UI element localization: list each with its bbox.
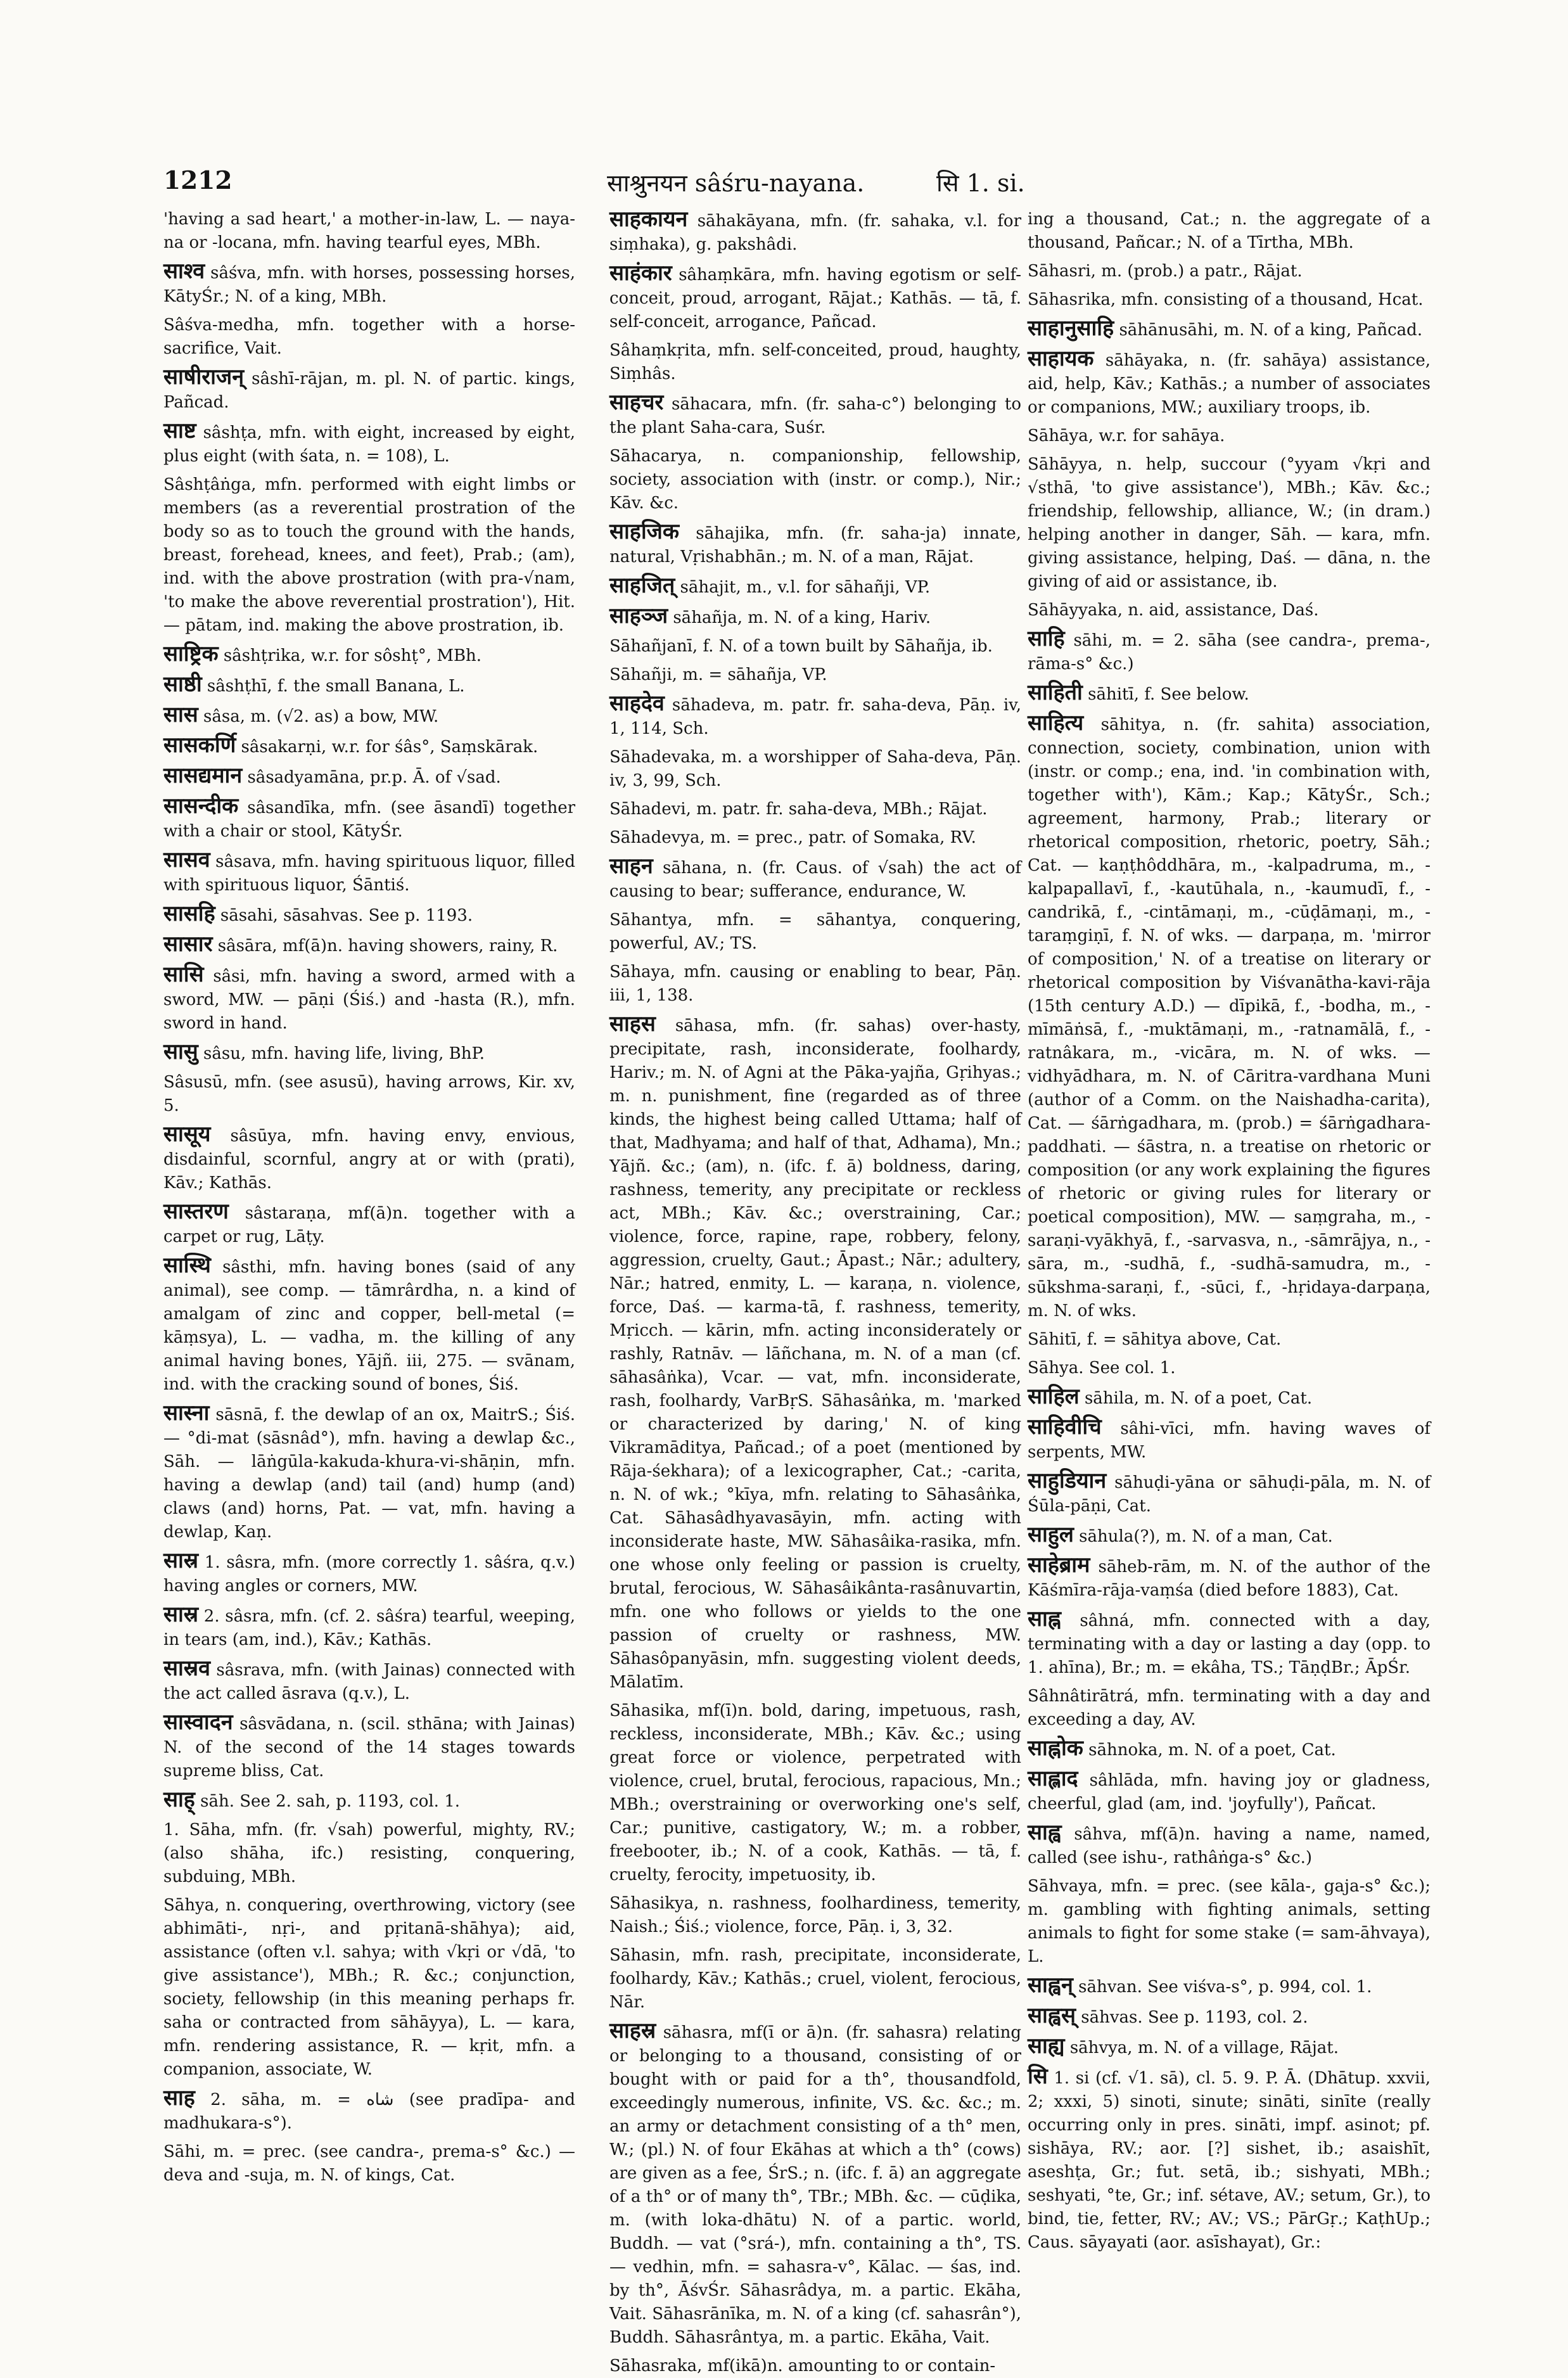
entry-text: Sāhasraka, mf(ikā)n. amounting to or contain- [609,2356,996,2375]
running-head-right: सि 1. si. [936,169,1025,197]
entry-headword: सासद्यमान [163,763,243,788]
entry-text: ing a thousand, Cat.; n. the aggregate of a thousand, Pañcar.; N. of a Tīrtha, MBh. [1028,210,1431,252]
dictionary-entry [609,1699,1021,1887]
dictionary-entry [163,260,575,309]
dictionary-entry [1028,1685,1431,1732]
entry-text: Sāhacarya, n. companionship, fellowship, society, association with (instr. or comp.), Nir.; Kāv. &c. [609,447,1021,513]
entry-text: sâshṭa, mfn. with eight, increased by eight, plus eight (with śata, n. = 108), L. [163,423,575,466]
entry-text: sâsa, m. (√2. as) a bow, MW. [203,707,439,726]
dictionary-entry [609,2019,1021,2349]
dictionary-entry [163,642,575,668]
dictionary-entry [1028,1523,1431,1549]
entry-text: Sāhañjanī, f. N. of a town built by Sāhañja, ib. [609,637,993,656]
entry-headword: साहिती [1028,680,1083,705]
dictionary-entry [163,1819,575,1889]
dictionary-entry [163,1788,575,1813]
entry-text: Sâshṭâṅga, mfn. performed with eight limbs or members (as a reverential prostration of the body so as to touch the ground with the hands, breast, forehead, knees, and feet), Prab.; (am), ind. with the above prostration (with pra-√nam, 'to make the above reverential prostration'), Hit. — pātam, ind. making the above prostration, ib. [163,475,575,635]
entry-headword: साहस्र [609,2018,656,2043]
entry-text: sāhacara, mfn. (fr. saha-c°) belonging to the plant Saha-cara, Suśr. [609,395,1021,437]
entry-text: Sâsusū, mfn. (see asusū), having arrows, Kir. xv, 5. [163,1073,575,1115]
entry-headword: साहन [609,853,653,879]
dictionary-entry [609,635,1021,658]
entry-text: Sāhya. See col. 1. [1028,1358,1176,1378]
dictionary-entry [1028,425,1431,448]
dictionary-entry [1028,1357,1431,1380]
dictionary-entry [163,1549,575,1598]
entry-headword: सास्र [163,1602,199,1627]
entry-text: sāhañja, m. N. of a king, Hariv. [673,608,931,627]
entry-text: sâsūya, mfn. having envy, envious, disdainful, scornful, angry at or with (prati), Kāv.; Kathās. [163,1127,575,1192]
entry-text: sâsvādana, n. (scil. sthāna; with Jainas) N. of the second of the 14 stages towards supreme bliss, Cat. [163,1715,575,1780]
dictionary-entry [163,1894,575,2081]
entry-text: 2. sâsra, mfn. (cf. 2. sâśra) tearful, weeping, in tears (am, ind.), Kāv.; Kathās. [163,1607,575,1649]
entry-text: sāhana, n. (fr. Caus. of √sah) the act of causing to bear; sufferance, endurance, W. [609,859,1021,901]
dictionary-entry [163,419,575,468]
entry-text: sâsakarṇi, w.r. for śâs°, Saṃskārak. [241,738,539,757]
entry-text: sāhitya, n. (fr. sahita) association, connection, society, combination, union with (instr. or comp.; ena, ind. 'in combination with, together with'), Kām.; Kap.; KātyŚr., Sch.; agreement, harmony, Prab.; literary or rhetorical composition, rhetoric, poetry, Sāh.; Cat. — kaṇṭhôddhāra, m., -kalpadruma, m., -kalpapallavī, f., -kautūhala, n., -kaumudī, f., -candrikā, f., -cintāmaṇi, m., -cūḍāmaṇi, m., -taraṃgiṇī, f. N. of wks. — darpaṇa, m. 'mirror of composition,' N. of a treatise on literary or rhetorical composition by Viśvanātha-kavi-rāja (15th century A.D.) — dīpikā, f., -bodha, m., -mīmāṅsā, f., -muktāmaṇi, m., -ratnamālā, f., -ratnâkara, m., -vicāra, m. N. of wks. — vidhyādhara, m. N. of Cāritra-vardhana Muni (author of a Comm. on the Naishadha-carita), Cat. — śārṅgadhara, m. (prob.) = śārṅgadhara-paddhati. — śāstra, n. a treatise on rhetoric or composition (or any work explaining the figures of rhetoric or giving rules for literary or poetical composition), MW. — saṃgraha, m., -saraṇi-vyākhyā, f., -sarvasva, n., -sāmrājya, n., -sāra, m., -sudhā, f., -sudhā-samudra, m., -sūkshma-saraṇi, f., -sūci, f., -hṛidaya-darpaṇa, m. N. of wks. [1028,715,1431,1320]
dictionary-entry [1028,260,1431,283]
entry-headword: सासि [163,962,204,987]
entry-headword: सास्ना [163,1400,210,1426]
entry-headword: साहजित् [609,573,675,598]
entry-text: Sāhi, m. = prec. (see candra-, prema-s° &c.) — deva and -suja, m. N. of kings, Cat. [163,2142,575,2185]
entry-headword: साहदेव [609,691,665,716]
entry-headword: साहजिक [609,519,679,544]
entry-headword: साह्वस् [1028,2003,1076,2028]
entry-headword: साह्य [1028,2033,1065,2059]
dictionary-entry [163,2087,575,2135]
dictionary-entry [163,2140,575,2187]
entry-text: sāhi, m. = 2. sāha (see candra-, prema-, rāma-s° &c.) [1028,631,1431,674]
entry-headword: साष्ट्रिक [163,641,219,667]
dictionary-entry [1028,1385,1431,1410]
entry-text: Sāhantya, mfn. = sāhantya, conquering, powerful, AV.; TS. [609,911,1021,953]
entry-headword: सासूय [163,1122,211,1147]
entry-headword: सासार [163,931,213,957]
dictionary-entry [609,746,1021,793]
entry-headword: सास्र [163,1548,199,1573]
entry-text: Sâśva-medha, mfn. together with a horse-sacrifice, Vait. [163,316,575,358]
dictionary-entry [1028,2004,1431,2030]
dictionary-entry [1028,1416,1431,1464]
entry-text: Sāhasrika, mfn. consisting of a thousand, Hcat. [1028,290,1424,309]
entry-headword: साहंकार [609,260,672,286]
column-1 [163,208,576,2185]
entry-text: sāhila, m. N. of a poet, Cat. [1084,1389,1313,1408]
dictionary-entry [163,1254,575,1397]
dictionary-entry [163,1657,575,1706]
entry-text: sâsthi, mfn. having bones (said of any animal), see comp. — tāmrârdha, n. a kind of amalgam of zinc and copper, bell-metal (= kāṃsya), L. — vadha, m. the killing of any animal having bones, Yājñ. iii, 275. — svānam, ind. with the cracking sound of bones, Śiś. [163,1258,575,1394]
entry-text: sâhi-vīci, mfn. having waves of serpents, MW. [1028,1419,1431,1462]
entry-headword: साहिल [1028,1384,1080,1409]
entry-text: Sāhadevya, m. = prec., patr. of Somaka, RV. [609,828,976,847]
entry-text: 1. Sāha, mfn. (fr. √sah) powerful, mighty, RV.; (also shāha, ifc.) resisting, conquering, subduing, MBh. [163,1820,575,1886]
entry-headword: साहानुसाहि [1028,316,1114,341]
entry-headword: साहुल [1028,1522,1074,1547]
entry-headword: सासव [163,847,210,873]
entry-text: sāhānusāhi, m. N. of a king, Pañcad. [1119,321,1423,340]
dictionary-entry [163,933,575,958]
entry-text: Sâhnâtirātrá, mfn. terminating with a day and exceeding a day, AV. [1028,1687,1431,1729]
dictionary-entry [1028,2065,1431,2254]
entry-text: sâsava, mfn. having spirituous liquor, filled with spirituous liquor, Śāntiś. [163,852,576,895]
page-header [163,166,1405,204]
entry-text: sāhvya, m. N. of a village, Rājat. [1069,2038,1339,2057]
dictionary-entry [163,208,575,255]
dictionary-entry [1028,1554,1431,1602]
entry-text: sāhnoka, m. N. of a poet, Cat. [1088,1741,1336,1760]
entry-text: sāh. See 2. sah, p. 1193, col. 1. [200,1792,461,1811]
entry-text: sâshī-rājan, m. pl. N. of partic. kings, Pañcad. [163,369,576,412]
dictionary-entry [1028,288,1431,312]
entry-text: Sâhaṃkṛita, mfn. self-conceited, proud, haughty, Siṃhâs. [609,341,1021,383]
dictionary-entry [1028,1821,1431,1870]
entry-text: sâshṭrika, w.r. for sôshṭ°, MBh. [223,646,482,665]
dictionary-entry [609,604,1021,630]
entry-headword: साह्न [1028,1606,1061,1632]
dictionary-entry [1028,208,1431,255]
entry-text: sâhná, mfn. connected with a day, terminating with a day or lasting a day (opp. to 1. ahīna), Br.; m. = ekâha, TS.; TāṇḍBr.; ĀpŚr. [1028,1611,1431,1677]
entry-headword: साष्ट [163,418,196,444]
dictionary-entry [609,339,1021,386]
dictionary-entry [609,692,1021,741]
entry-text: 'having a sad heart,' a mother-in-law, L. — naya-na or -locana, mfn. having tearful eyes, MBh. [163,210,575,252]
dictionary-entry [609,1892,1021,1939]
dictionary-entry [163,1200,575,1249]
dictionary-entry [163,673,575,698]
dictionary-entry [163,703,575,729]
entry-text: sāhitī, f. See below. [1088,685,1249,704]
entry-text: Sāhaya, mfn. causing or enabling to bear, Pāṇ. iii, 1, 138. [609,962,1021,1005]
entry-text: Sāhāyya, n. help, succour (°yyam √kṛi and √sthā, 'to give assistance'), MBh.; Kāv. &c.; friendship, fellowship, alliance, W.; (in dram.) helping another in danger, Sāh. — kara, mfn. giving assistance, helping, Daś. — dāna, n. the giving of aid or assistance, ib. [1028,455,1431,591]
entry-headword: साह्वन् [1028,1972,1073,1998]
entry-text: Sāhasikya, n. rashness, foolhardiness, temerity, Naish.; Śiś.; violence, force, Pāṇ. i, 3, 32. [609,1894,1021,1936]
entry-text: Sāhañji, m. = sāhañja, VP. [609,665,827,684]
dictionary-entry [609,520,1021,569]
entry-headword: साह् [163,1787,195,1812]
entry-headword: साश्व [163,259,205,284]
dictionary-entry [163,1603,575,1652]
dictionary-entry [1028,1737,1431,1762]
entry-headword: साहायक [1028,346,1094,371]
dictionary-entry [1028,1469,1431,1518]
entry-text: Sāhadevaka, m. a worshipper of Saha-deva, Pāṇ. iv, 3, 99, Sch. [609,748,1021,790]
entry-text: sāsahi, sāsahvas. See p. 1193. [220,906,473,925]
dictionary-entry [1028,2035,1431,2060]
running-head-center: साश्रुनयन sâśru-nayana. [607,169,865,197]
dictionary-entry [1028,1974,1431,1999]
entry-headword: सास्वादन [163,1710,233,1735]
entry-text: sāhvan. See viśva-s°, p. 994, col. 1. [1078,1978,1372,1997]
dictionary-entry [609,2355,1021,2378]
entry-headword: साहस [609,1011,656,1037]
dictionary-entry [1028,347,1431,419]
dictionary-entry [1028,1875,1431,1969]
entry-headword: सासहि [163,901,215,926]
entry-text: sâstaraṇa, mf(ā)n. together with a carpet or rug, Lāṭy. [163,1204,575,1246]
entry-text: sâśva, mfn. with horses, possessing horses, KātyŚr.; N. of a king, MBh. [163,264,575,306]
entry-text: Sāhasri, m. (prob.) a patr., Rājat. [1028,262,1303,281]
entry-text: 2. sāha, m. = شاه (see pradīpa- and madhukara-s°). [163,2090,576,2133]
entry-text: Sāhya, n. conquering, overthrowing, victory (see abhimāti-, nṛi-, and pṛitanā-shāhya); aid, assistance (often v.l. sahya; with √kṛi or √dā, 'to give assistance'), MBh.; R. &c.; conjunction, society, fellowship (in this meaning perhaps fr. saha or contracted from sāhāyya), L. — kara, mfn. rendering assistance, R. — kṛit, mfn. a companion, associate, W. [163,1896,575,2079]
entry-text: Sāhitī, f. = sāhitya above, Cat. [1028,1330,1282,1349]
entry-text: sâsandīka, mfn. (see āsandī) together with a chair or stool, KātyŚr. [163,798,576,841]
entry-headword: सासकर्णि [163,732,236,758]
entry-headword: सासु [163,1039,198,1064]
dictionary-entry [609,798,1021,821]
entry-text: sâhva, mf(ā)n. having a name, named, called (see ishu-, rathâṅga-s° &c.) [1028,1825,1431,1867]
dictionary-entry [163,1402,575,1544]
entry-text: sâsi, mfn. having a sword, armed with a sword, MW. — pāṇi (Śiś.) and -hasta (R.), mfn. sword in hand. [163,967,575,1033]
dictionary-entry [163,1071,575,1118]
entry-text: sāhasa, mfn. (fr. sahas) over-hasty, precipitate, rash, inconsiderate, foolhardy, Hariv.; m. N. of Agni at the Pāka-yajña, Gṛihyas.; m. n. punishment, fine (regarded as of three kinds, the highest being called Uttama; half of that, Madhyama; and half of that, Adhama), Mn.; Yājñ. &c.; (am), n. (ifc. f. ā) boldness, daring, rashness, temerity, any precipitate or reckless act, MBh.; Kāv. &c.; overstraining, Car.; violence, force, rapine, rape, robbery, felony, aggression, cruelty, Gaut.; Āpast.; Nār.; adultery, Nār.; hatred, enmity, L. — karaṇa, n. violence, force, Daś. — karma-tā, f. rashness, temerity, Mṛicch. — kārin, mfn. acting inconsiderately or rashly, Ratnāv. — lāñchana, m. N. of a man (cf. sāhasâṅka), Vcar. — vat, mfn. inconsiderate, rash, foolhardy, VarBṛS. Sāhasâṅka, m. 'marked or characterized by daring,' N. of king Vikramāditya, Pañcad.; of a poet (mentioned by Rāja-śekhara); of a lexicographer, Cat.; -carita, n. N. of wk.; °kīya, mfn. relating to Sāhasâṅka, Cat. Sāhasâdhyavasāyin, mfn. acting with inconsiderate haste, MW. Sāhasâika-rasika, mfn. one whose only feeling or passion is cruelty, brutal, ferocious, W. Sāhasâikânta-rasânuvartin, mfn. one who follows or yields to the one passion of cruelty or rashness, MW. Sāhasôpanyāsin, mfn. suggesting violent deeds, Mālatīm. [609,1016,1022,1692]
dictionary-entry [609,1944,1021,2014]
entry-headword: साह्व [1028,1820,1061,1845]
entry-text: sāhvas. See p. 1193, col. 2. [1081,2008,1308,2027]
dictionary-entry [163,902,575,928]
entry-headword: सास्रव [163,1656,211,1681]
entry-text: sāhakāyana, mfn. (fr. sahaka, v.l. for siṃhaka), g. pakshâdi. [609,212,1021,254]
dictionary-entry [163,734,575,759]
entry-text: Sāhadevi, m. patr. fr. saha-deva, MBh.; Rājat. [609,800,988,819]
entry-text: Sāhasin, mfn. rash, precipitate, inconsiderate, foolhardy, Kāv.; Kathās.; cruel, violent, ferocious, Nār. [609,1946,1021,2012]
entry-text: sâhaṃkāra, mfn. having egotism or self-conceit, proud, arrogant, Rājat.; Kathās. — tā, f. self-conceit, arrogance, Pañcad. [609,265,1022,331]
entry-text: 1. sâsra, mfn. (more correctly 1. sâśra, q.v.) having angles or corners, MW. [163,1553,575,1595]
entry-headword: साहुडियान [1028,1468,1107,1493]
entry-text: sāhasra, mf(ī or ā)n. (fr. sahasra) relating or belonging to a thousand, consisting of or bought with or paid for a th°, thousandfold, exceedingly numerous, infinite, VS. &c. &c.; m. an army or detachment consisting of a th° men, W.; (pl.) N. of four Ekāhas at which a th° (cows) are given as a fee, ŚrS.; n. (ifc. f. ā) an aggregate of a th° or of many th°, TBr.; MBh. &c. — cūḍika, m. (with loka-dhātu) N. of a partic. world, Buddh. — vat (°srá-), mfn. containing a th°, TS. — vedhin, mfn. = sahasra-v°, Kālac. — śas, ind. by th°, ĀśvŚr. Sāhasrâdya, m. a partic. Ekāha, Vait. Sāhasrānīka, m. N. of a king (cf. sahasrân°), Buddh. Sāhasrântya, m. a partic. Ekāha, Vait. [609,2023,1021,2347]
entry-headword: साह्लाद [1028,1766,1078,1791]
entry-headword: सासन्दीक [163,793,239,819]
entry-headword: साहेब्राम [1028,1552,1090,1578]
entry-text: sāhadeva, m. patr. fr. saha-deva, Pāṇ. iv, 1, 114, Sch. [609,696,1021,738]
dictionary-entry [609,961,1021,1007]
dictionary-entry [609,208,1021,257]
dictionary-entry [1028,627,1431,676]
dictionary-entry [163,473,575,637]
entry-text: 1. si (cf. √1. sā), cl. 5. 9. P. Ā. (Dhātup. xxvii, 2; xxxi, 5) sinoti, sinute; sināti, sinīte (really occurring only in pres. sināti, impf. asinot; pf. sishāya, RV.; aor. [?] sishet, ib.; asaishīt, aseshṭa, Gr.; fut. setā, ib.; sishyati, MBh.; seshyati, °te, Gr.; inf. sétave, AV.; setum, Gr.), to bind, tie, fetter, RV.; AV.; VS.; PārGṛ.; KaṭhUp.; Caus. sāyayati (aor. asīshayat), Gr.: [1028,2069,1431,2252]
dictionary-entry [163,366,575,414]
dictionary-entry [163,314,575,361]
dictionary-entry [1028,317,1431,342]
dictionary-entry [609,855,1021,904]
dictionary-entry [163,764,575,789]
entry-headword: साहञ्ज [609,603,668,629]
entry-headword: सास्थि [163,1253,211,1278]
entry-text: sāhajit, m., v.l. for sāhañji, VP. [680,578,931,597]
entry-text: sâhlāda, mfn. having joy or gladness, cheerful, glad (am, ind. 'joyfully'), Pañcat. [1028,1771,1431,1813]
dictionary-entry [163,1711,575,1783]
entry-headword: सि [1028,2064,1048,2089]
entry-headword: साहिवीचि [1028,1414,1102,1440]
column-2 [609,207,1022,2375]
entry-headword: साष्ठी [163,672,202,697]
dictionary-entry [1028,599,1431,622]
entry-text: sāhula(?), m. N. of a man, Cat. [1079,1527,1333,1546]
entry-text: sāsnā, f. the dewlap of an ox, MaitrS.; Śiś. — °di-mat (sāsnâd°), mfn. having a dewlap &c., Sāh. — lāṅgūla-kakuda-khura-vi-shāṇin, mfn. having a dewlap (and) tail (and) hump (and) claws (and) horns, Pat. — vat, mfn. having a dewlap, Kaṇ. [163,1405,576,1542]
entry-text: sâsadyamāna, pr.p. Ā. of √sad. [247,768,501,787]
dictionary-entry [163,963,575,1035]
entry-text: Sāhāya, w.r. for sahāya. [1028,426,1225,445]
entry-headword: साषीराजन् [163,364,245,390]
entry-text: sāhajika, mfn. (fr. saha-ja) innate, natural, Vṛishabhān.; m. N. of a man, Rājat. [609,524,1021,566]
column-3 [1028,208,1431,2252]
dictionary-entry [609,826,1021,850]
entry-headword: साह्नोक [1028,1736,1083,1761]
dictionary-entry [609,445,1021,515]
entry-text: Sāhvaya, mfn. = prec. (see kāla-, gaja-s° &c.); m. gambling with fighting animals, setting animals to fight for some stake (= sam-āhvaya), L. [1028,1877,1431,1966]
dictionary-entry [609,391,1021,440]
dictionary-entry [609,262,1021,334]
page-number: 1212 [163,166,233,195]
dictionary-entry [163,1040,575,1066]
entry-headword: साहि [1028,626,1065,651]
entry-text: Sāhasika, mf(ī)n. bold, daring, impetuous, rash, reckless, inconsiderate, MBh.; Kāv. &c.; using great force or violence, perpetrated with violence, cruel, brutal, ferocious, rapacious, Mn.; MBh.; overstraining or overworking one's self, Car.; punitive, castigatory, W.; m. a robber, freebooter, ib.; N. of a cook, Kathās. — tā, f. cruelty, ferocity, impetuosity, ib. [609,1701,1022,1884]
dictionary-entry [609,1013,1021,1694]
entry-headword: साह [163,2085,195,2111]
dictionary-entry [163,1123,575,1195]
entry-headword: साहित्य [1028,710,1084,736]
dictionary-entry [1028,1608,1431,1680]
entry-text: sâsu, mfn. having life, living, BhP. [203,1044,485,1063]
entry-text: sâsrava, mfn. (with Jainas) connected with the act called āsrava (q.v.), L. [163,1661,575,1703]
dictionary-entry [163,848,575,897]
entry-text: sâshṭhī, f. the small Banana, L. [207,677,465,696]
dictionary-entry [1028,1767,1431,1816]
dictionary-entry [1028,712,1431,1323]
entry-headword: सास्तरण [163,1199,229,1224]
dictionary-entry [609,909,1021,956]
entry-text: sāhāyaka, n. (fr. sahāya) assistance, aid, help, Kāv.; Kathās.; a number of associates or companions, MW.; auxiliary troops, ib. [1028,351,1431,417]
dictionary-entry [609,663,1021,687]
entry-text: sâsāra, mf(ā)n. having showers, rainy, R. [217,936,558,956]
dictionary-entry [1028,681,1431,706]
dictionary-entry [609,574,1021,599]
dictionary-entry [163,795,575,843]
entry-headword: साहकायन [609,207,688,232]
entry-text: sāhuḍi-yāna or sāhuḍi-pāla, m. N. of Śūla-pāṇi, Cat. [1028,1473,1431,1516]
entry-headword: सास [163,702,198,727]
entry-text: Sāhāyyaka, n. aid, assistance, Daś. [1028,601,1319,620]
dictionary-entry [1028,1328,1431,1352]
entry-headword: साहचर [609,390,664,415]
dictionary-entry [1028,453,1431,594]
entry-text: sāheb-rām, m. N. of the author of the Kāśmīra-rāja-vaṃśa (died before 1883), Cat. [1028,1557,1431,1600]
